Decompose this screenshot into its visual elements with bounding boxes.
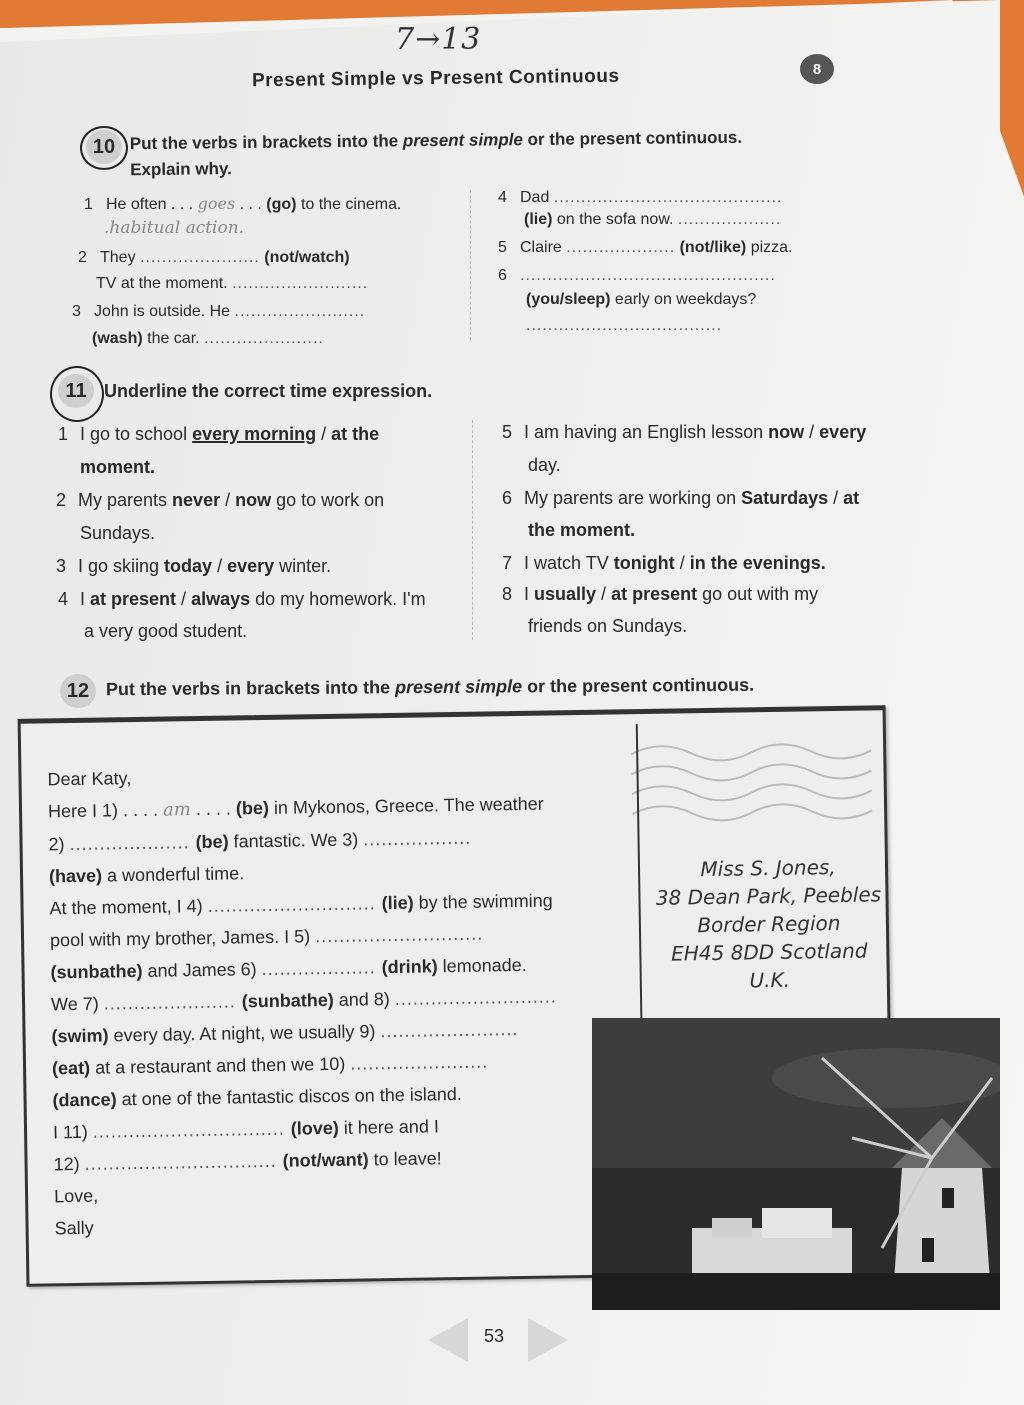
ex11-item-5: 5 I am having an English lesson now / every: [502, 422, 867, 442]
ex10-item-5: 5 Claire .................... (not/like) pizza.: [498, 239, 793, 256]
exercise-10-instruction: Put the verbs in brackets into the present simple or the present continuous. Explain why.: [129, 127, 743, 180]
ex11-item-3: 3 I go skiing today / every winter.: [56, 556, 332, 576]
letter-line: (have) a wonderful time.: [48, 863, 245, 887]
letter-line: pool with my brother, James. I 5) ............................: [49, 923, 484, 951]
ex11-item-6-cont: the moment.: [528, 520, 636, 540]
handwritten-note: 7→13: [395, 22, 482, 57]
handdrawn-circle: [50, 366, 104, 422]
letter-line: Here I 1) . . . . am . . . . (be) in Mykonos, Greece. The weather: [47, 793, 544, 822]
ex10-item-2-cont: TV at the moment. .........................: [96, 275, 369, 292]
ex11-item-7: 7 I watch TV tonight / in the evenings.: [502, 553, 826, 573]
postmark-wave-lines: [631, 730, 883, 844]
page-number: 53: [484, 1326, 505, 1346]
windmill-illustration: [592, 1018, 1000, 1310]
letter-greeting: Dear Katy,: [47, 768, 132, 790]
column-divider: [470, 190, 471, 340]
exercise-11-number: 11: [58, 374, 94, 408]
letter-line: (dance) at one of the fantastic discos on the island.: [52, 1083, 462, 1111]
exercise-12-number: 12: [60, 674, 96, 708]
letter-line: 12) ................................ (not/want) to leave!: [53, 1148, 442, 1175]
ex11-item-1: 1 I go to school every morning / at the: [58, 424, 380, 444]
ex10-item-6-cont: (you/sleep) early on weekdays?: [526, 291, 757, 308]
page-corner-left: [428, 1318, 468, 1362]
page-corner-right: [528, 1318, 568, 1362]
ex11-item-8: 8 I usually / at present go out with my: [502, 584, 819, 604]
ex10-item-2: 2 They ...................... (not/watch): [78, 249, 350, 266]
ex10-item-3: 3 John is outside. He ........................: [72, 303, 366, 320]
ex10-item-1-explanation: .habitual action.: [104, 218, 245, 238]
letter-line: At the moment, I 4) ............................ (lie) by the swimming: [49, 890, 553, 919]
ex10-item-3-cont: (wash) the car. ......................: [92, 330, 324, 347]
exercise-11-instruction: Underline the correct time expression.: [104, 381, 433, 401]
letter-line: (sunbathe) and James 6) ................... (drink) lemonade.: [50, 954, 527, 983]
ex11-item-2: 2 My parents never / now go to work on: [56, 490, 385, 510]
ex11-item-5-cont: day.: [528, 455, 561, 475]
address-line: Miss S. Jones,: [700, 855, 836, 882]
ex11-item-4-cont: a very good student.: [84, 621, 248, 641]
letter-line: I 11) ................................ (love) it here and I: [52, 1116, 440, 1143]
unit-badge: 8: [800, 54, 834, 84]
ex11-item-6: 6 My parents are working on Saturdays / at: [502, 488, 860, 508]
letter-signature: Sally: [54, 1217, 94, 1239]
address-line: U.K.: [749, 967, 791, 993]
ex11-item-2-cont: Sundays.: [80, 523, 156, 543]
column-divider: [472, 420, 473, 640]
handwritten-answer: am: [162, 799, 192, 821]
exercise-10-number: 10: [86, 130, 122, 164]
ex10-item-6: 6 ...............................................: [498, 267, 776, 284]
address-line: Border Region: [697, 910, 841, 938]
windmill-photo: [592, 1018, 1000, 1310]
ex10-item-4-cont: (lie) on the sofa now. ...................: [524, 211, 782, 228]
exercise-12-instruction: Put the verbs in brackets into the present simple or the present continuous.: [105, 674, 755, 700]
ex10-item-1: 1 He often . . . goes . . . (go) to the cinema.: [84, 194, 402, 213]
ex11-item-8-cont: friends on Sundays.: [528, 616, 688, 636]
ex11-item-1-cont: moment.: [80, 457, 156, 477]
letter-line: We 7) ...................... (sunbathe) and 8) ...........................: [50, 986, 557, 1015]
page-title: Present Simple vs Present Continuous: [251, 65, 620, 92]
underlined-answer: every morning: [192, 424, 317, 444]
address-line: 38 Dean Park, Peebles: [655, 882, 882, 910]
ex10-item-6-line: ....................................: [526, 317, 723, 334]
letter-line: 2) .................... (be) fantastic. We 3) ..................: [48, 827, 472, 855]
letter-signoff: Love,: [53, 1185, 99, 1207]
letter-line: (swim) every day. At night, we usually 9) .......................: [51, 1019, 519, 1047]
ex11-item-4: 4 I at present / always do my homework. I'm: [58, 589, 426, 609]
ex10-item-4: 4 Dad ..........................................: [498, 189, 783, 206]
handdrawn-circle: [80, 126, 128, 170]
handwritten-answer: goes: [197, 194, 236, 213]
postcard-letter: [47, 754, 644, 1244]
postcard-address: [653, 852, 885, 996]
address-line: EH45 8DD Scotland: [671, 938, 868, 966]
letter-line: (eat) at a restaurant and then we 10) .......................: [51, 1051, 489, 1079]
